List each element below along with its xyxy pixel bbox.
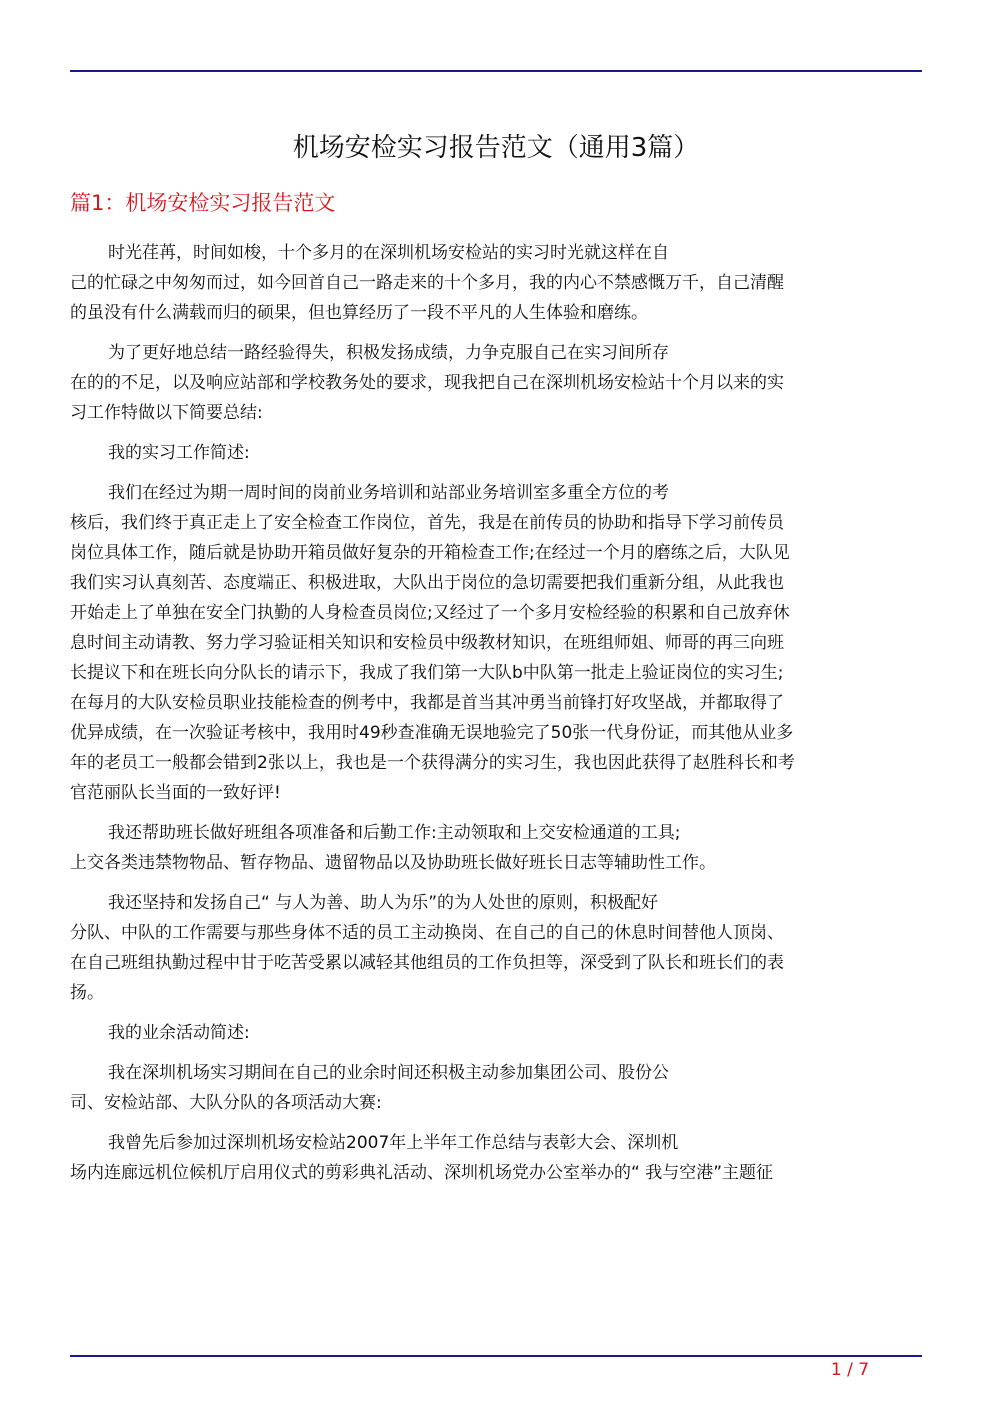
paragraph [70,338,922,428]
paragraph-line: 年的老员工一般都会错到2张以上，我也是一个获得满分的实习生，我也因此获得了赵胜科长和考 [70,753,795,773]
subheading-paragraph [70,438,922,468]
paragraph-line: 上交各类违禁物物品、暂存物品、遗留物品以及协助班长做好班长日志等辅助性工作。 [70,853,716,873]
paragraph-line: 开始走上了单独在安全门执勤的人身检查员岗位;又经过了一个多月安检经验的积累和自己放弃休 [70,603,790,623]
paragraph-line: 我们在经过为期一周时间的岗前业务培训和站部业务培训室多重全方位的考 [108,483,669,503]
paragraph-line: 时光荏苒，时间如梭，十个多月的在深圳机场安检站的实习时光就这样在自 [108,243,669,263]
paragraph-line: 我在深圳机场实习期间在自己的业余时间还积极主动参加集团公司、股份公 [108,1063,669,1083]
paragraph-line: 我曾先后参加过深圳机场安检站2007年上半年工作总结与表彰大会、深圳机 [108,1133,679,1153]
paragraph-line: 息时间主动请教、努力学习验证相关知识和安检员中级教材知识，在班组师姐、师哥的再三向班 [70,633,784,653]
paragraph-line: 司、安检站部、大队分队的各项活动大赛: [70,1093,382,1113]
paragraph [70,818,922,878]
paragraph [70,478,922,808]
paragraph-line: 我的实习工作简述: [108,443,250,463]
paragraph-line: 扬。 [70,983,104,1003]
paragraph-line: 长提议下和在班长向分队长的请示下，我成了我们第一大队b中队第一批走上验证岗位的实习生; [70,663,784,683]
paragraph [70,1128,922,1188]
paragraph-line: 为了更好地总结一路经验得失，积极发扬成绩，力争克服自己在实习间所存 [108,343,669,363]
paragraph-line: 岗位具体工作，随后就是协助开箱员做好复杂的开箱检查工作;在经过一个月的磨练之后，大队见 [70,543,790,563]
paragraph-line: 习工作特做以下简要总结: [70,403,263,423]
paragraph-line: 己的忙碌之中匆匆而过，如今回首自己一路走来的十个多月，我的内心不禁感慨万千，自己清醒 [70,273,784,293]
paragraph-line: 的虽没有什么满载而归的硕果，但也算经历了一段不平凡的人生体验和磨练。 [70,303,648,323]
paragraph-line: 我的业余活动简述: [108,1023,250,1043]
section-heading: 篇1：机场安检实习报告范文 [70,191,336,215]
paragraph-line: 核后，我们终于真正走上了安全检查工作岗位，首先，我是在前传员的协助和指导下学习前传员 [70,513,784,533]
paragraph-line: 我还帮助班长做好班组各项准备和后勤工作:主动领取和上交安检通道的工具; [108,823,681,843]
paragraph-line: 场内连廊远机位候机厅启用仪式的剪彩典礼活动、深圳机场党办公室举办的“ 我与空港”主题征 [70,1163,774,1183]
paragraph-line: 优异成绩，在一次验证考核中，我用时49秒查准确无误地验完了50张一代身份证，而其他从业多 [70,723,794,743]
paragraph [70,888,922,1008]
subheading-paragraph [70,1018,922,1048]
paragraph-line: 在自己班组执勤过程中甘于吃苦受累以减轻其他组员的工作负担等，深受到了队长和班长们的表 [70,953,784,973]
paragraph-line: 分队、中队的工作需要与那些身体不适的员工主动换岗、在自己的自己的休息时间替他人顶岗、 [70,923,784,943]
paragraph-line: 在每月的大队安检员职业技能检查的例考中，我都是首当其冲勇当前锋打好攻坚战，并都取得了 [70,693,784,713]
footer-rule [70,1355,922,1357]
paragraph-line: 官范丽队长当面的一致好评! [70,783,281,803]
paragraph [70,238,922,328]
header-rule [70,70,922,72]
paragraph [70,1058,922,1118]
paragraph-line: 我们实习认真刻苦、态度端正、积极进取，大队出于岗位的急切需要把我们重新分组，从此我也 [70,573,784,593]
document-title: 机场安检实习报告范文（通用3篇） [292,133,700,163]
paragraph-line: 在的的不足，以及响应站部和学校教务处的要求，现我把自己在深圳机场安检站十个月以来的实 [70,373,784,393]
document-body [70,238,922,1198]
paragraph-line: 我还坚持和发扬自己“ 与人为善、助人为乐”的为人处世的原则，积极配好 [108,893,659,913]
page-number: 1 / 7 [830,1360,870,1380]
